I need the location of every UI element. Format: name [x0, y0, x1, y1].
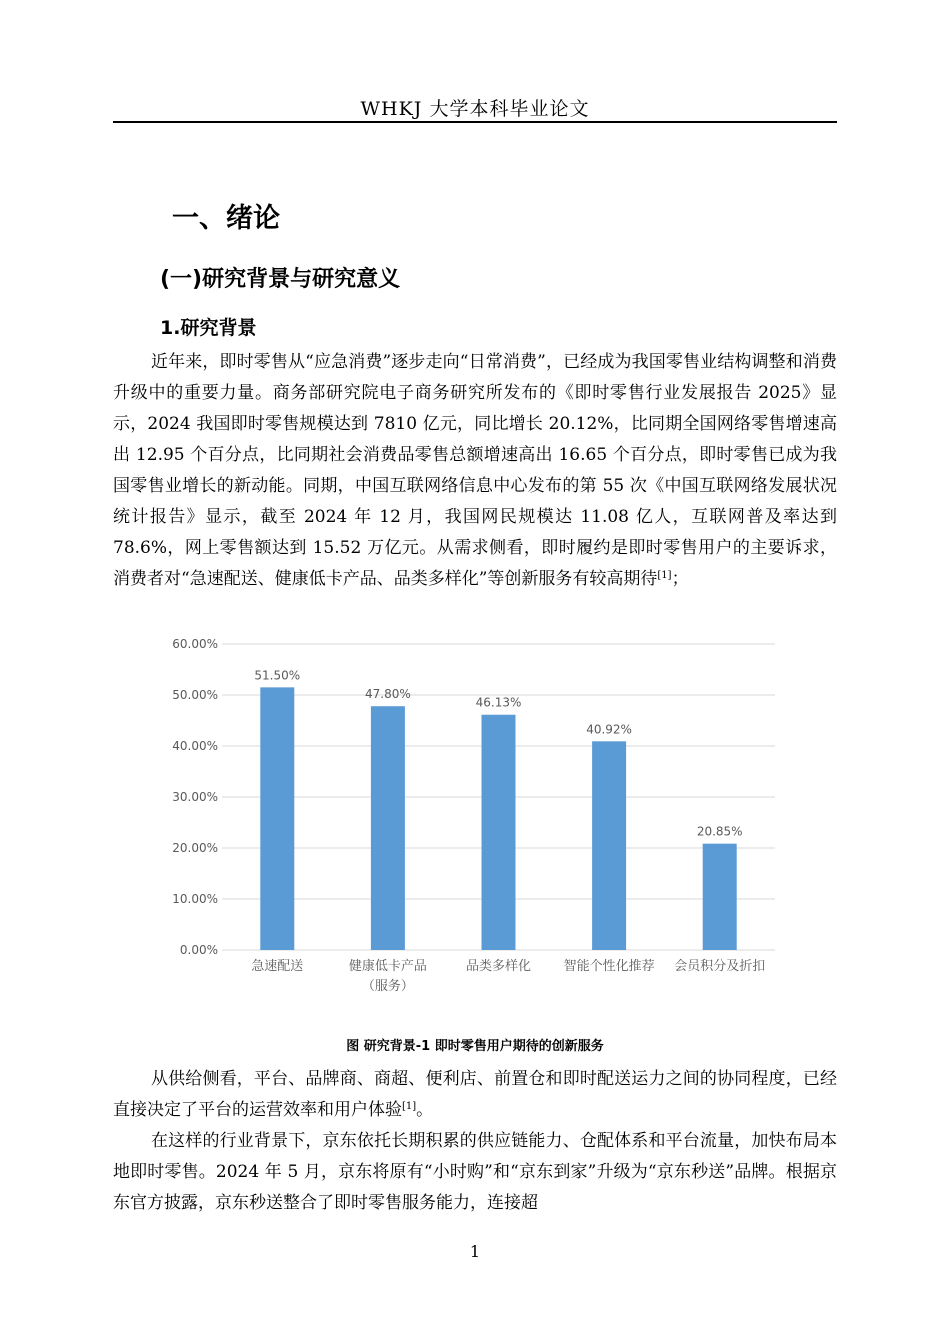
chart-x-tick-label: 会员积分及折扣: [674, 959, 766, 974]
page-number: 1: [469, 1242, 481, 1261]
chart-bar: [260, 687, 294, 950]
running-header: WHKJ 大学本科毕业论文: [360, 98, 590, 120]
chart-y-tick-label: 30.00%: [172, 790, 218, 804]
paragraph-supply-side: [113, 1064, 837, 1126]
chart-y-axis-ticks: [172, 637, 218, 957]
chart-x-tick-label: 急速配送: [251, 959, 304, 974]
citation-ref[interactable]: [1]: [402, 1101, 417, 1112]
chart-data-label: 51.50%: [254, 668, 301, 683]
chart-data-label: 20.85%: [696, 824, 743, 839]
chart-y-tick-label: 20.00%: [172, 841, 218, 855]
paragraph-end: 。: [416, 1100, 434, 1120]
chart-x-axis-categories: [251, 958, 765, 994]
chart-x-tick-label: （服务）: [361, 979, 414, 994]
chart-bar: [703, 844, 737, 950]
chart-x-tick-label: 健康低卡产品: [348, 959, 427, 974]
chart-y-tick-label: 60.00%: [172, 637, 218, 651]
chart-bar: [371, 706, 405, 950]
paragraph-text: 从供给侧看，平台、品牌商、商超、便利店、前置仓和即时配送运力之间的协同程度，已经直接决定了平台的运营效率和用户体验: [113, 1069, 837, 1120]
chart-bars: [260, 687, 736, 950]
chart-x-tick-label: 品类多样化: [465, 959, 532, 974]
paragraph-research-background: [113, 347, 837, 595]
figure-caption: 图 研究背景-1 即时零售用户期待的创新服务: [346, 1039, 604, 1054]
chart-data-label: 47.80%: [365, 687, 411, 702]
citation-ref[interactable]: [1]: [657, 570, 672, 581]
paragraph-jd-background: [113, 1126, 837, 1219]
chart-bar: [482, 715, 516, 950]
section-heading: (一)研究背景与研究意义: [160, 267, 401, 292]
paragraph-text: 在这样的行业背景下，京东依托长期积累的供应链能力、仓配体系和平台流量，加快布局本地即时零售。2024 年 5 月，京东将原有“小时购”和“京东到家”升级为“京东秒送”品牌。根据京东官方披露，京东秒送整合了即时零售服务能力，连接超: [113, 1131, 837, 1213]
chart-y-tick-label: 0.00%: [179, 943, 218, 957]
subsection-heading: 1.研究背景: [160, 317, 257, 339]
chart-y-tick-label: 10.00%: [172, 892, 218, 906]
paragraph-end: ；: [671, 569, 689, 589]
chapter-heading: 一、绪论: [172, 203, 280, 234]
chart-data-label: 46.13%: [475, 695, 522, 710]
bar-chart: [150, 630, 790, 1005]
chart-y-tick-label: 40.00%: [172, 739, 218, 753]
header-rule: [113, 121, 837, 123]
chart-data-label: 40.92%: [586, 722, 632, 737]
chart-bar: [592, 741, 626, 950]
chart-y-tick-label: 50.00%: [172, 688, 218, 702]
paragraph-text: 近年来，即时零售从“应急消费”逐步走向“日常消费”，已经成为我国零售业结构调整和消费升级中的重要力量。商务部研究院电子商务研究所发布的《即时零售行业发展报告 2025》显示，2024 我国即时零售规模达到 7810 亿元，同比增长 20.12%，比同期全国网络零售增速高出 12.95 个百分点，比同期社会消费品零售总额增速高出 16.65 个百分点，即时零售已成为我国零售业增长的新动能。同期，中国互联网络信息中心发布的第 55 次《中国互联网络发展状况统计报告》显示，截至 2024 年 12 月，我国网民规模达 11.08 亿人，互联网普及率达到 78.6%，网上零售额达到 15.52 万亿元。从需求侧看，即时履约是即时零售用户的主要诉求，消费者对“急速配送、健康低卡产品、品类多样化”等创新服务有较高期待: [113, 352, 837, 589]
chart-x-tick-label: 智能个性化推荐: [563, 959, 655, 974]
